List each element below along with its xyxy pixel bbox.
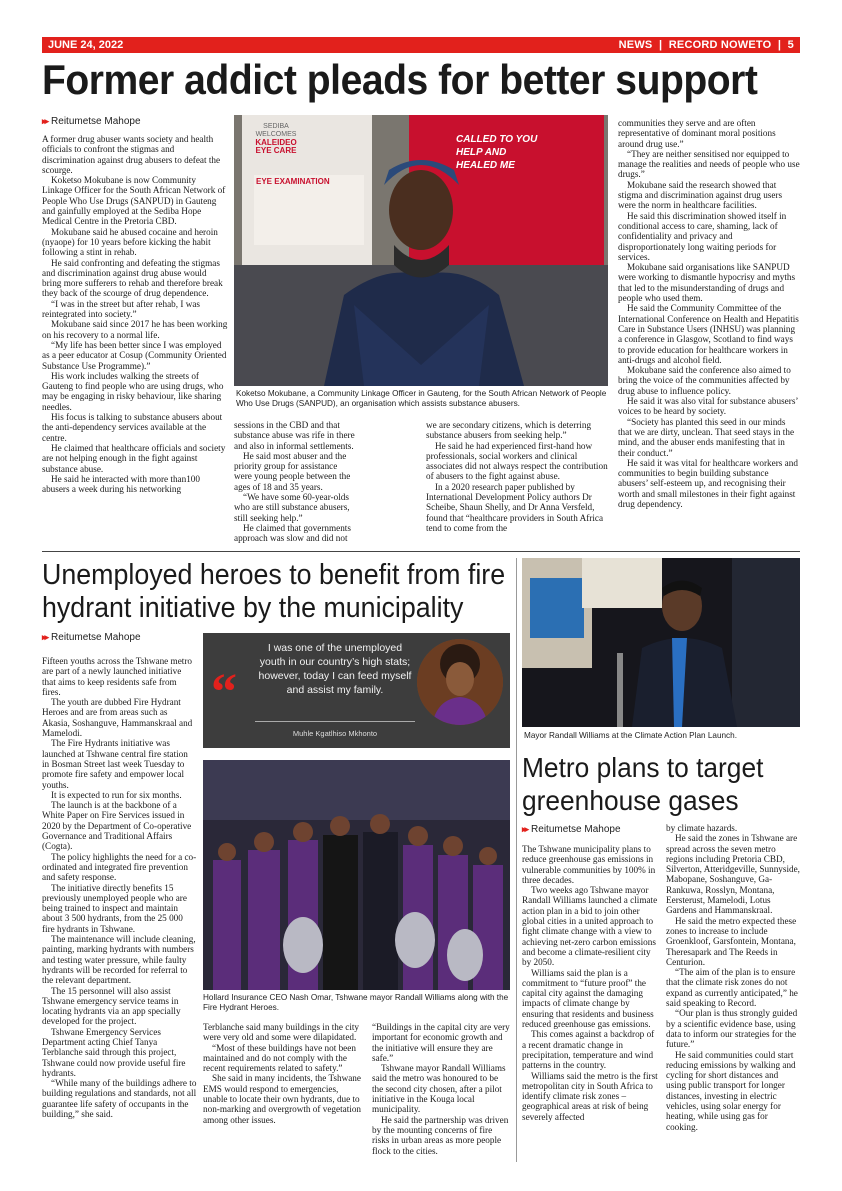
paragraph: “We have some 60-year-olds who are still substance abusers, still seeking help.” xyxy=(234,492,350,523)
article2-caption: Hollard Insurance CEO Nash Omar, Tshwane mayor Randall Williams along with the Fire Hydrant Heroes. xyxy=(203,993,509,1012)
article2-headline-line1: Unemployed heroes to benefit from fire xyxy=(42,559,506,591)
paragraph: He claimed that healthcare officials and society are not helping enough in the fight against substance abuse. xyxy=(42,442,226,474)
paragraph: The launch is at the backbone of a White Paper on Fire Services issued in 2020 by the Department of Co-operative Governance and Traditional Affairs (Cogta). xyxy=(42,800,192,852)
article2-photo xyxy=(203,760,510,990)
poster-text: EYE EXAMINATION xyxy=(256,177,330,186)
article3-author: Reitumetse Mahope xyxy=(531,824,621,835)
paragraph: Terblanche said many buildings in the city were very old and some were dilapidated. xyxy=(203,1022,360,1043)
article3-byline xyxy=(522,824,621,835)
article2-col3 xyxy=(372,1022,510,1162)
paragraph: we are secondary citizens, which is deterring substance abusers from seeking help.” xyxy=(426,420,592,441)
paragraph: The Fire Hydrants initiative was launched at Tshwane central fire station in Bosman Street last week Tuesday to promote fire safety and empower local youths. xyxy=(42,738,188,790)
person-avatar-icon xyxy=(417,639,503,725)
article3-photo xyxy=(522,558,800,727)
paragraph: He said he interacted with more than100 abusers a week during his networking xyxy=(42,473,200,495)
paragraph: Mokubane said he abused cocaine and heroin (nyaope) for 10 years before kicking the habit following a stint in rehab. xyxy=(42,226,218,258)
paragraph: He said confronting and defeating the stigmas and discrimination against drug abuse would bring more sufferers to rehab and therefore break they back of the scourge of drug dependence. xyxy=(42,257,223,299)
paragraph: She said in many incidents, the Tshwane EMS would respond to emergencies, unable to locate their own hydrants, due to non-marking and overgrowth of vegetation among other issues. xyxy=(203,1073,362,1125)
paragraph: The initiative directly benefits 15 previously unemployed people who are being trained to inspect and maintain about 3 500 hydrants, from the 25 000 fire hydrants in Tshwane. xyxy=(42,882,187,934)
portrait-illustration xyxy=(234,115,608,386)
paragraph: In a 2020 research paper published by International Development Policy authors Dr Scheibe, Shaun Shelly, and Dr Anna Versfeld, found that “healthcare providers in South Africa tend to come from the xyxy=(426,481,604,533)
paragraph: The youth are dubbed Fire Hydrant Heroes and are from areas such as Akasia, Soshanguve, Hammanskraal and Mamelodi. xyxy=(42,697,193,739)
paragraph: “The aim of the plan is to ensure that the climate risk zones do not expand as currently anticipated,” he said speaking to Record. xyxy=(666,967,798,1009)
paragraph: Mokubane said the research showed that stigma and discrimination against drug users were the norm in healthcare facilities. xyxy=(618,179,783,211)
paragraph: He claimed that governments approach was slow and did not xyxy=(234,522,351,544)
paragraph: His focus is talking to substance abusers about the anti-dependency services available at the centre. xyxy=(42,412,223,443)
poster-left xyxy=(246,123,306,155)
paragraph: Williams said the metro is the first metropolitan city in South Africa to identify climate risk zones – geographical areas at risk of being severely affected xyxy=(522,1070,658,1122)
paragraph: He said it was also vital for substance abusers’ voices to be heard by society. xyxy=(618,396,798,417)
paragraph: Two weeks ago Tshwane mayor Randall Williams launched a climate action plan in a bid to join other global cities in a united approach to fight climate change with a view to achieving net-zero carbon emissions and become a climate-resilient city by 2050. xyxy=(522,885,658,968)
quote-text: I was one of the unemployed youth in our country’s high stats; however, today I can feed myself and assist my family. xyxy=(258,642,412,696)
quote-divider xyxy=(255,721,415,722)
speaker-photo-illustration xyxy=(522,558,800,727)
article3-headline-line2: greenhouse gases xyxy=(522,785,739,816)
article2-headline-line2: hydrant initiative by the municipality xyxy=(42,592,464,624)
pull-quote-box xyxy=(203,633,510,748)
article1-author: Reitumetse Mahope xyxy=(51,116,141,127)
article1-col4 xyxy=(618,118,800,545)
poster-text: SEDIBA xyxy=(263,123,289,130)
paragraph: “Society has planted this seed in our minds that we are dirty, unclean. That seed stays in the mind, and the abuser ends manifesting that in their conduct.” xyxy=(618,416,795,458)
paragraph: “I was in the street but after rehab, I was reintegrated into society.” xyxy=(42,298,200,320)
paragraph: The policy highlights the need for a co-ordinated and integrated fire prevention and safety response. xyxy=(42,851,197,883)
poster-text: WELCOMES xyxy=(255,131,297,138)
paragraph: by climate hazards. xyxy=(666,823,738,833)
quote-mark-icon: “ xyxy=(211,664,237,721)
paragraph: He said he had experienced first-hand how professionals, social workers and clinical associates did not always respect the contribution of abusers to the fight against abuse. xyxy=(426,440,608,482)
paragraph: “Buildings in the capital city are very important for economic growth and the initiative will ensure they are safe.” xyxy=(372,1022,510,1063)
paragraph: He said the Community Committee of the International Conference on Health and Hepatitis Care in Substance Users (INHSU) was planning a conference in Glasgow, Scotland to find ways to provide education for healthcare workers in anti-drugs and alcohol field. xyxy=(618,303,799,365)
paragraph: communities they serve and are often representative of dominant moral positions around drug use.” xyxy=(618,118,776,149)
paragraph: “They are neither sensitised nor equipped to manage the realities and needs of people who use drugs.” xyxy=(618,148,800,180)
article1-byline xyxy=(42,116,141,127)
paragraph: Fifteen youths across the Tshwane metro are part of a newly launched initiative that aims to keep residents safe from fires. xyxy=(42,656,192,697)
poster-text: KALEIDEO xyxy=(255,138,297,147)
chevron-icon: ▸▸ xyxy=(522,824,528,834)
article1-col1 xyxy=(42,134,228,545)
paragraph: He said the partnership was driven by the mounting concerns of fire risks in urban areas as more people flock to the cities. xyxy=(372,1114,509,1156)
article1-headline: Former addict pleads for better support xyxy=(42,56,758,103)
article2-col2 xyxy=(203,1022,363,1162)
paragraph: “Most of these buildings have not been maintained and do not comply with the recent requirements related to safety.” xyxy=(203,1042,356,1074)
page-header-bar xyxy=(42,37,800,53)
paragraph: He said communities could start reducing emissions by walking and cycling for short distances and using public transport for longer distances, investing in electric vehicles, using solar energy for heating, while using gas for cooking. xyxy=(666,1049,796,1132)
issue-date: JUNE 24, 2022 xyxy=(48,39,124,51)
column-divider xyxy=(516,558,517,1162)
paragraph: The maintenance will include cleaning, painting, marking hydrants with numbers and testing water pressure, while faulty hydrants will be recorded for referral to the relevant department. xyxy=(42,934,196,986)
article2-byline xyxy=(42,632,141,643)
paragraph: His work includes walking the streets of Gauteng to find people who are using drugs, who may be engaging in risky behaviour, like sharing needles. xyxy=(42,370,224,412)
paragraph: Mokubane said the conference also aimed to bring the voice of the communities affected by drug abuse to influence policy. xyxy=(618,365,791,396)
article3-col2 xyxy=(666,823,800,1162)
paragraph: Tshwane mayor Randall Williams said the metro was honoured to be the second city chosen, after a pilot initiative in the Kouga local municipality. xyxy=(372,1063,506,1115)
section-label: NEWS | RECORD NOWETO | 5 xyxy=(618,39,794,51)
group-photo-illustration xyxy=(203,760,510,990)
paragraph: He said this discrimination showed itself in conditional access to care, shaming, lack of confidentiality and privacy and disproportionately long waiting periods for services. xyxy=(618,210,787,262)
article1-col3 xyxy=(426,420,608,545)
paragraph: “Our plan is thus strongly guided by a scientific evidence base, using data to inform our strategies for the future.” xyxy=(666,1008,798,1050)
paragraph: Tshwane Emergency Services Department acting Chief Tanya Terblanche said through this project, Tshwane could now provide useful fire hydrants. xyxy=(42,1026,186,1078)
paragraph: Mokubane said organisations like SANPUD were working to dismantle hypocrisy and myths that led to the misunderstanding of drugs and people who used them. xyxy=(618,262,796,304)
poster-text: EYE CARE xyxy=(255,146,297,155)
paragraph: He said it was vital for healthcare workers and communities to begin building substance abusers’ self-esteem up, and recognising their worth and small milestones in their fight against drug dependency. xyxy=(618,457,798,509)
paragraph: He said most abuser and the priority group for assistance were young people between the ages of 18 and 35 years. xyxy=(234,450,351,492)
poster-text: CALLED TO YOU xyxy=(456,134,538,145)
section-divider xyxy=(42,551,800,552)
paragraph: sessions in the CBD and that substance abuse was rife in there and also in informal settlements. xyxy=(234,420,355,451)
article3-col1 xyxy=(522,844,660,1162)
chevron-icon: ▸▸ xyxy=(42,116,48,126)
paragraph: A former drug abuser wants society and health officials to confront the stigmas and discrimination against drug abusers to defeat the scourge. xyxy=(42,134,221,175)
article2-author: Reitumetse Mahope xyxy=(51,632,141,643)
article3-headline-line1: Metro plans to target xyxy=(522,752,764,783)
paragraph: He said the metro expected these zones to increase to include Groenkloof, Garsfontein, Montana, Theresapark and The Reeds in Centurion. xyxy=(666,915,797,967)
paragraph: Koketso Mokubane is now Community Linkage Officer for the South African Network of People Who Use Drugs (SANPUD) in Gauteng and gainfully employed at the Sediba Hope Medical Centre in the Pretoria CBD. xyxy=(42,175,226,227)
poster-text: HEALED ME xyxy=(456,160,515,171)
poster-text: HELP AND xyxy=(456,147,507,158)
article1-caption: Koketso Mokubane, a Community Linkage Officer in Gauteng, for the South African Network of People Who Use Drugs (SANPUD), an organisation which assists substance abusers. xyxy=(236,389,607,408)
article3-caption: Mayor Randall Williams at the Climate Action Plan Launch. xyxy=(524,731,737,740)
quote-attribution: Muhle Kgatlhiso Mkhonto xyxy=(292,729,378,738)
paragraph: Mokubane said since 2017 he has been working on his recovery to a normal life. xyxy=(42,319,228,340)
paragraph: He said the zones in Tshwane are spread across the seven metro regions including Pretoria CBD, Silverton, Atteridgeville, Sunnyside, Mabopane, Soshanguve, Ga-Rankuwa, Rosslyn, Montana, Eersterust, Mamelodi, Lotus Gardens and Hammanskraal. xyxy=(666,833,800,916)
article1-col2 xyxy=(234,420,356,545)
paragraph: It is expected to run for six months. xyxy=(51,789,182,800)
paragraph: The Tshwane municipality plans to reduce greenhouse gas emissions in vulnerable communities by 100% in three decades. xyxy=(522,844,656,885)
quote-avatar xyxy=(417,639,503,725)
paragraph: This comes against a backdrop of a recent dramatic change in precipitation, temperature and wind patterns in the country. xyxy=(522,1029,655,1071)
paragraph: Williams said the plan is a commitment to “future proof” the capital city against the damaging impacts of climate change by ensuring that residents and business reduced greenhouse gas emissions. xyxy=(522,967,654,1030)
chevron-icon: ▸▸ xyxy=(42,632,48,642)
paragraph: The 15 personnel will also assist Tshwane emergency service teams in locating hydrants via an app specially developed for the project. xyxy=(42,985,181,1027)
paragraph: “While many of the buildings adhere to building regulations and standards, not all guarantee life safety of occupants in the building,” she said. xyxy=(42,1078,197,1120)
paragraph: “My life has been better since I was employed as a peer educator at Cosup (Community Oriented Substance Use Programme).” xyxy=(42,339,227,371)
poster-right xyxy=(456,133,537,172)
article2-col1 xyxy=(42,656,197,1160)
article1-photo xyxy=(234,115,608,386)
